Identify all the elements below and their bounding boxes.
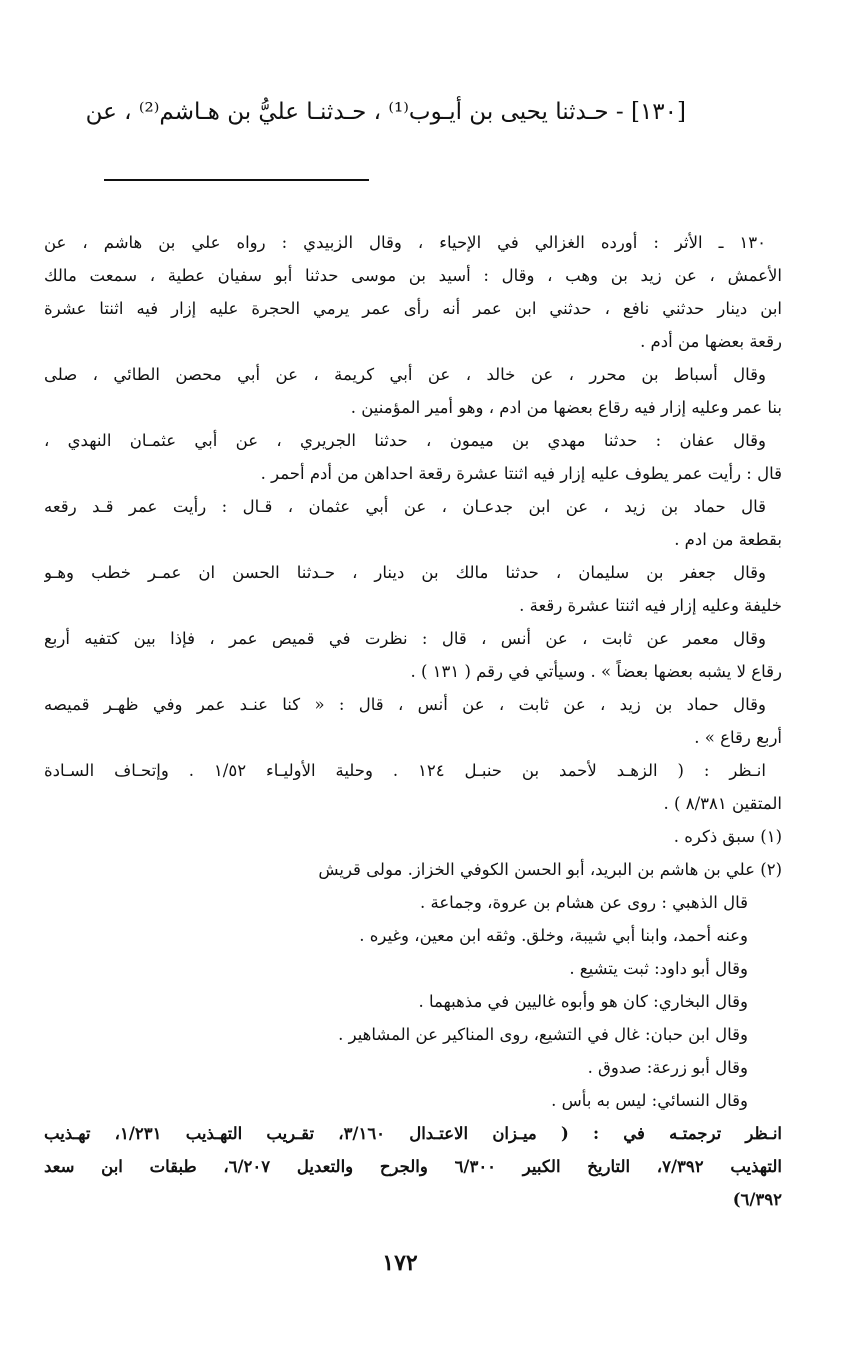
footnote-line: وقال أبو زرعة: صدوق . [587,1058,748,1077]
footnote-line: قال : رأيت عمر يطوف عليه إزار فيه اثنتا عشرة رقعة احداهن من أدم أحمر . [260,464,782,483]
footnote-line: وقال معمر عن ثابت ، عن أنس ، قال : نظرت في قميص عمر ، فإذا بين كتفيه أربع [44,629,766,648]
footnote-2: (٢) علي بن هاشم بن البريد، أبو الحسن الكوفي الخزاز. مولى قريش [318,860,782,879]
footnote-line: أربع رقاع » . [694,728,782,747]
footnote-line: رقعة بعضها من أدم . [640,332,782,351]
footnote-separator [104,179,369,181]
footnote-line: المتقين ٨/٣٨١ ) . [663,794,782,813]
footnote-line: وعنه أحمد، وابنا أبي شيبة، وخلق. وثقه ابن معين، وغيره . [359,926,748,945]
footnote-line: رقاع لا يشبه بعضها بعضاً » . وسيأتي في رقم ( ١٣١ ) . [410,662,782,681]
footnote-line: التهذيب ٧/٣٩٢، التاريخ الكبير ٦/٣٠٠ والجرح والتعديل ٦/٢٠٧، طبقات ابن سعد [44,1157,782,1176]
footnote-line: قال حماد بن زيد ، عن ابن جدعـان ، عن أبي عثمان ، قـال : رأيت عمر قـد رقعه [44,497,766,516]
footnote-line: وقال جعفر بن سليمان ، حدثنا مالك بن دينار ، حـدثنا الحسن ان عمـر خطب وهـو [44,563,766,582]
footnote-1: (١) سبق ذكره . [673,827,782,846]
footnote-line: وقال النسائي: ليس به بأس . [551,1091,748,1110]
footnote-line: وقال ابن حبان: غال في التشيع، روى المناكير عن المشاهير . [338,1025,748,1044]
footnote-line: وقال أبو داود: ثبت يتشيع . [569,959,748,978]
main-text-line: [١٣٠] - حـدثنا يحيى بن أيـوب⁽¹⁾ ، حـدثنـا عليُّ بن هـاشم⁽²⁾ ، عن [85,99,686,125]
footnote-line: وقال أسباط بن محرر ، عن خالد ، عن أبي كريمة ، عن أبي محصن الطائي ، صلى [44,365,766,384]
footnote-line: انـظر : ( الزهـد لأحمد بن حنبـل ١٢٤ . وحلية الأوليـاء ١/٥٢ . وإتحـاف السـادة [44,761,766,780]
footnote-line: وقال حماد بن زيد ، عن ثابت ، عن أنس ، قال : « كنا عنـد عمر وفي ظهـر قميصه [44,695,766,714]
footnote-line: ١٣٠ ـ الأثر : أورده الغزالي في الإحياء ، وقال الزبيدي : رواه علي بن هاشم ، عن [44,233,766,252]
footnote-line: بقطعة من ادم . [674,530,782,549]
footnote-line: بنا عمر وعليه إزار فيه رقاع بعضها من ادم ، وهو أمير المؤمنين . [350,398,782,417]
footnote-line: الأعمش ، عن زيد بن وهب ، وقال : أسيد بن موسى حدثنا أبو سفيان عطية ، سمعت مالك [44,266,782,285]
footnote-line: انـظر ترجمتـه في : ( ميـزان الاعتـدال ٣/١٦٠، تقـريب التهـذيب ١/٢٣١، تهـذيب [44,1124,782,1143]
footnote-line: وقال عفان : حدثنا مهدي بن ميمون ، حدثنا الجريري ، عن أبي عثمـان النهدي ، [44,431,766,450]
footnote-line: وقال البخاري: كان هو وأبوه غاليين في مذهبهما . [418,992,748,1011]
footnote-line: ابن دينار حدثني نافع ، حدثني ابن عمر أنه رأى عمر يرمي الحجرة عليه إزار فيه اثنتا عشرة [44,299,782,318]
footnote-line: قال الذهبي : روى عن هشام بن عروة، وجماعة . [419,893,748,912]
footnotes-block [44,226,782,1216]
page-number: ١٧٢ [382,1250,418,1276]
footnote-line: ٦/٣٩٢) [732,1190,782,1209]
footnote-line: خليفة وعليه إزار فيه اثنتا عشرة رقعة . [519,596,782,615]
